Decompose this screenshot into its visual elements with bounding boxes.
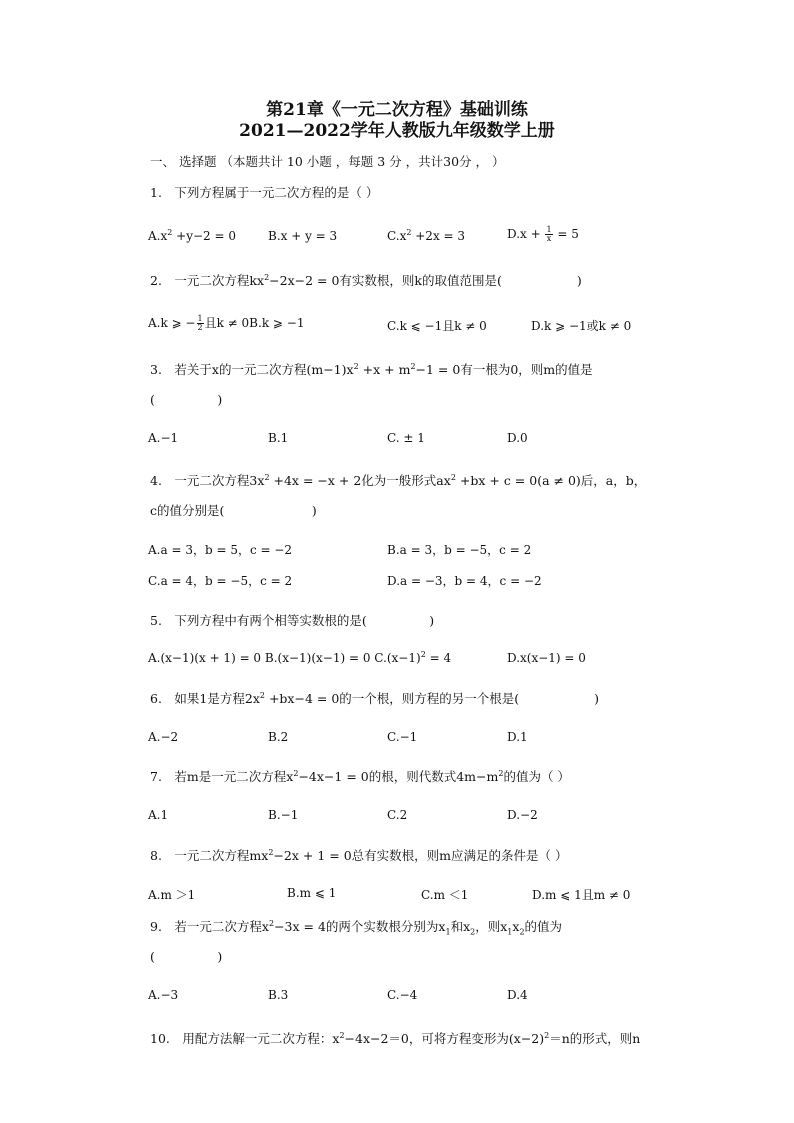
q9-option-d: D.4 <box>507 988 528 1002</box>
question-4-stem-line2: c的值分别是( ) <box>150 503 317 518</box>
q9-option-c: C.−4 <box>387 988 418 1002</box>
q4-option-d: D.a = −3，b = 4，c = −2 <box>387 574 542 588</box>
section-heading: 一、 选择题 （本题共计 10 小题 ，每题 3 分 ，共计30分 ， ） <box>150 154 505 169</box>
question-7-stem: 7. 若m是一元二次方程$x^2-4x-1 = 0$的根，则代数式$4m-m^2$的值为（ ） <box>150 768 570 784</box>
q1-option-a: $A.x^2 +y-2 = 0$ <box>148 228 236 243</box>
q7-option-a: A.1 <box>148 808 169 822</box>
q6-option-d: D.1 <box>507 730 528 744</box>
q7-option-d: D.−2 <box>507 808 538 822</box>
q6-option-b: B.2 <box>268 730 289 744</box>
q3-option-c: C. ± 1 <box>387 431 425 445</box>
document-title: 第21章《一元二次方程》基础训练 <box>266 100 528 120</box>
fraction: $\frac{1}{2}$ <box>197 314 203 332</box>
q2-option-d: D.k ⩾ −1或k ≠ 0 <box>531 319 632 333</box>
q9-option-b: B.3 <box>268 988 289 1002</box>
q3-option-b: B.1 <box>268 431 289 445</box>
q4-option-b: B.a = 3，b = −5，c = 2 <box>387 543 532 557</box>
q6-option-a: A.−2 <box>148 730 179 744</box>
q8-option-a: A.m ＞1 <box>148 888 196 902</box>
question-6-stem: 6. 如果1是方程$2x^2 +bx-4 = 0$的一个根，则方程的另一个根是( ) <box>150 690 600 706</box>
question-9-stem: 9. 若一元二次方程$x^2-3x = 4$的两个实数根分别为$x_1$和$x_2$，则$x_1x_2$的值为 <box>150 918 563 937</box>
q9-option-a: A.−3 <box>148 988 179 1002</box>
q2-option-c: C.k ⩽ −1且k ≠ 0 <box>387 319 487 333</box>
q8-option-b: B.m ⩽ 1 <box>287 886 337 900</box>
q7-option-b: B.−1 <box>268 808 299 822</box>
question-3-stem: 3. 若关于x的一元二次方程$(m-1)x^2 +x + m^2-1 = 0$有一根为0，则m的值是 <box>150 361 593 377</box>
question-3-blank: ( ) <box>150 392 223 407</box>
q2-option-a-b: A.k ⩾ − $\frac{1}{2}$ 且k ≠ 0B.k ⩾ −1 <box>148 314 305 332</box>
question-8-stem: 8. 一元二次方程$mx^2-2x + 1 = 0$总有实数根，则m应满足的条件是（ ） <box>150 847 568 863</box>
q1-option-b: B.x + y = 3 <box>268 229 338 243</box>
q7-option-c: C.2 <box>387 808 408 822</box>
question-9-blank: ( ) <box>150 949 223 964</box>
q3-option-a: A.−1 <box>148 431 179 445</box>
q4-option-c: C.a = 4，b = −5，c = 2 <box>148 574 293 588</box>
q8-option-c: C.m ＜1 <box>421 888 469 902</box>
q5-options-a-b-c: A.(x−1)(x + 1) = 0 B.(x−1)(x−1) = 0 $C.(x-1)^2 = 4$ <box>148 650 452 665</box>
q5-option-d: D.x(x−1) = 0 <box>507 651 586 665</box>
q1-option-d: D.x + $\frac{1}{x}$ = 5 <box>507 225 579 243</box>
question-4-stem: 4. 一元二次方程$3x^2 +4x = -x + 2$化为一般形式$ax^2 +bx + c = 0(a \ne 0)$后，a，b， <box>150 472 647 488</box>
q1-option-c: $C.x^2 +2x = 3$ <box>387 228 466 243</box>
q3-option-d: D.0 <box>507 431 528 445</box>
question-2-stem: 2. 一元二次方程$kx^2-2x-2 = 0$有实数根，则k的取值范围是( ) <box>150 272 582 288</box>
q8-option-d: D.m ⩽ 1且m ≠ 0 <box>532 888 631 902</box>
question-10-stem: 10. 用配方法解一元二次方程：$x^2-4x-2=0$，可将方程变形为$(x-2)^2=n$的形式，则n <box>150 1030 641 1046</box>
fraction: $\frac{1}{x}$ <box>546 225 552 243</box>
question-1-stem: 1. 下列方程属于一元二次方程的是（ ） <box>150 185 379 200</box>
q6-option-c: C.−1 <box>387 730 418 744</box>
q4-option-a: A.a = 3，b = 5，c = −2 <box>148 543 293 557</box>
document-subtitle: 2021—2022学年人教版九年级数学上册 <box>239 121 555 141</box>
question-5-stem: 5. 下列方程中有两个相等实数根的是( ) <box>150 613 435 628</box>
